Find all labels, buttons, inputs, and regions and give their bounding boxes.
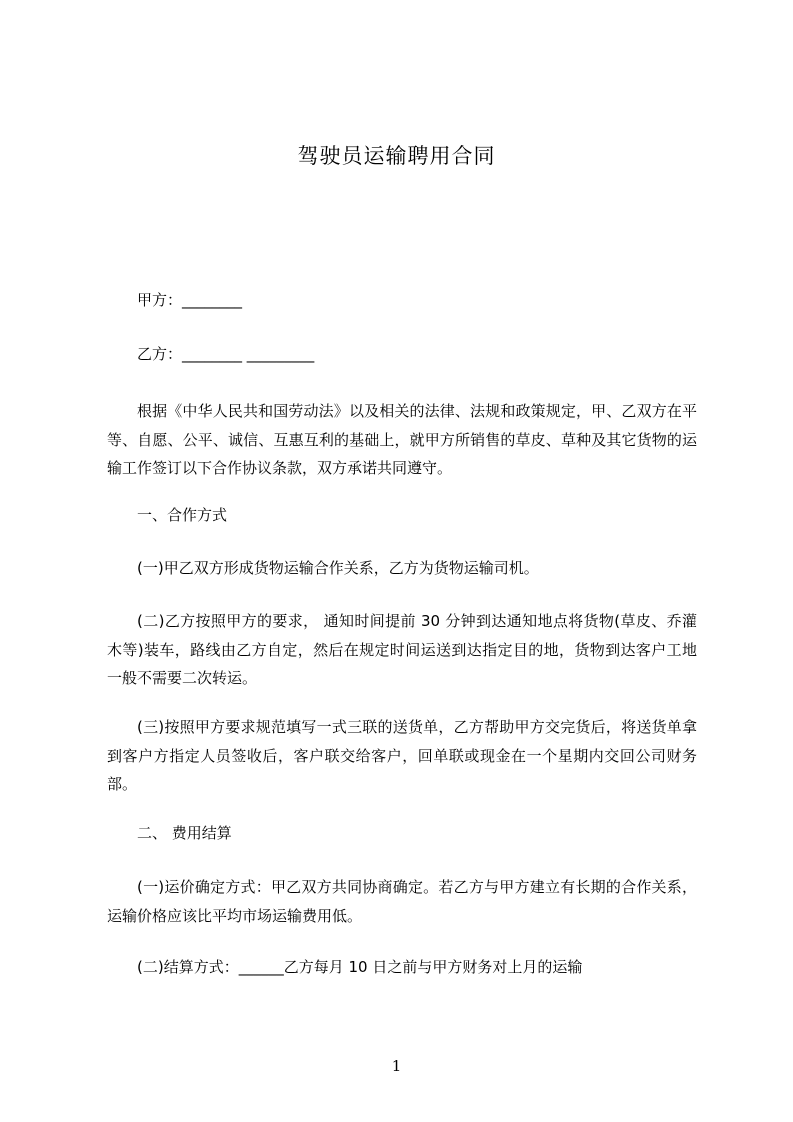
section-1-heading: 一、合作方式 — [137, 506, 228, 524]
clause-1-3-paragraph — [107, 713, 697, 799]
clause-1-3: (三)按照甲方要求规范填写一式三联的送货单，乙方帮助甲方交完货后，将送货单拿到客户方指定人员签收后，客户联交给客户，回单联或现金在一个星期内交回公司财务部。 — [107, 718, 697, 793]
clause-2-2: (二)结算方式：______乙方每月 10 日之前与甲方财务对上月的运输 — [137, 958, 583, 976]
document-title: 驾驶员运输聘用合同 — [297, 144, 496, 168]
clause-1-2: (二)乙方按照甲方的要求， 通知时间提前 30 分钟到达通知地点将货物(草皮、乔灌木等)装车，路线由乙方自定，然后在规定时间运送到达指定目的地，货物到达客户工地一般不需要二次转运。 — [107, 612, 697, 687]
page-number: 1 — [391, 1057, 402, 1075]
clause-1-1: (一)甲乙双方形成货物运输合作关系，乙方为货物运输司机。 — [137, 559, 539, 577]
clause-2-1-paragraph — [107, 873, 697, 930]
party-a-line: 甲方：________ — [137, 291, 243, 309]
party-b-line: 乙方：________ _________ — [137, 345, 315, 363]
clause-2-1: (一)运价确定方式：甲乙双方共同协商确定。若乙方与甲方建立有长期的合作关系，运输价格应该比平均市场运输费用低。 — [107, 878, 697, 925]
section-2-heading: 二、 费用结算 — [137, 824, 232, 842]
intro-text: 根据《中华人民共和国劳动法》以及相关的法律、法规和政策规定，甲、乙双方在平等、自愿、公平、诚信、互惠互利的基础上，就甲方所销售的草皮、草种及其它货物的运输工作签订以下合作协议条款，双方承诺共同遵守。 — [107, 402, 697, 477]
clause-1-2-paragraph — [107, 607, 697, 693]
intro-paragraph — [107, 397, 697, 483]
